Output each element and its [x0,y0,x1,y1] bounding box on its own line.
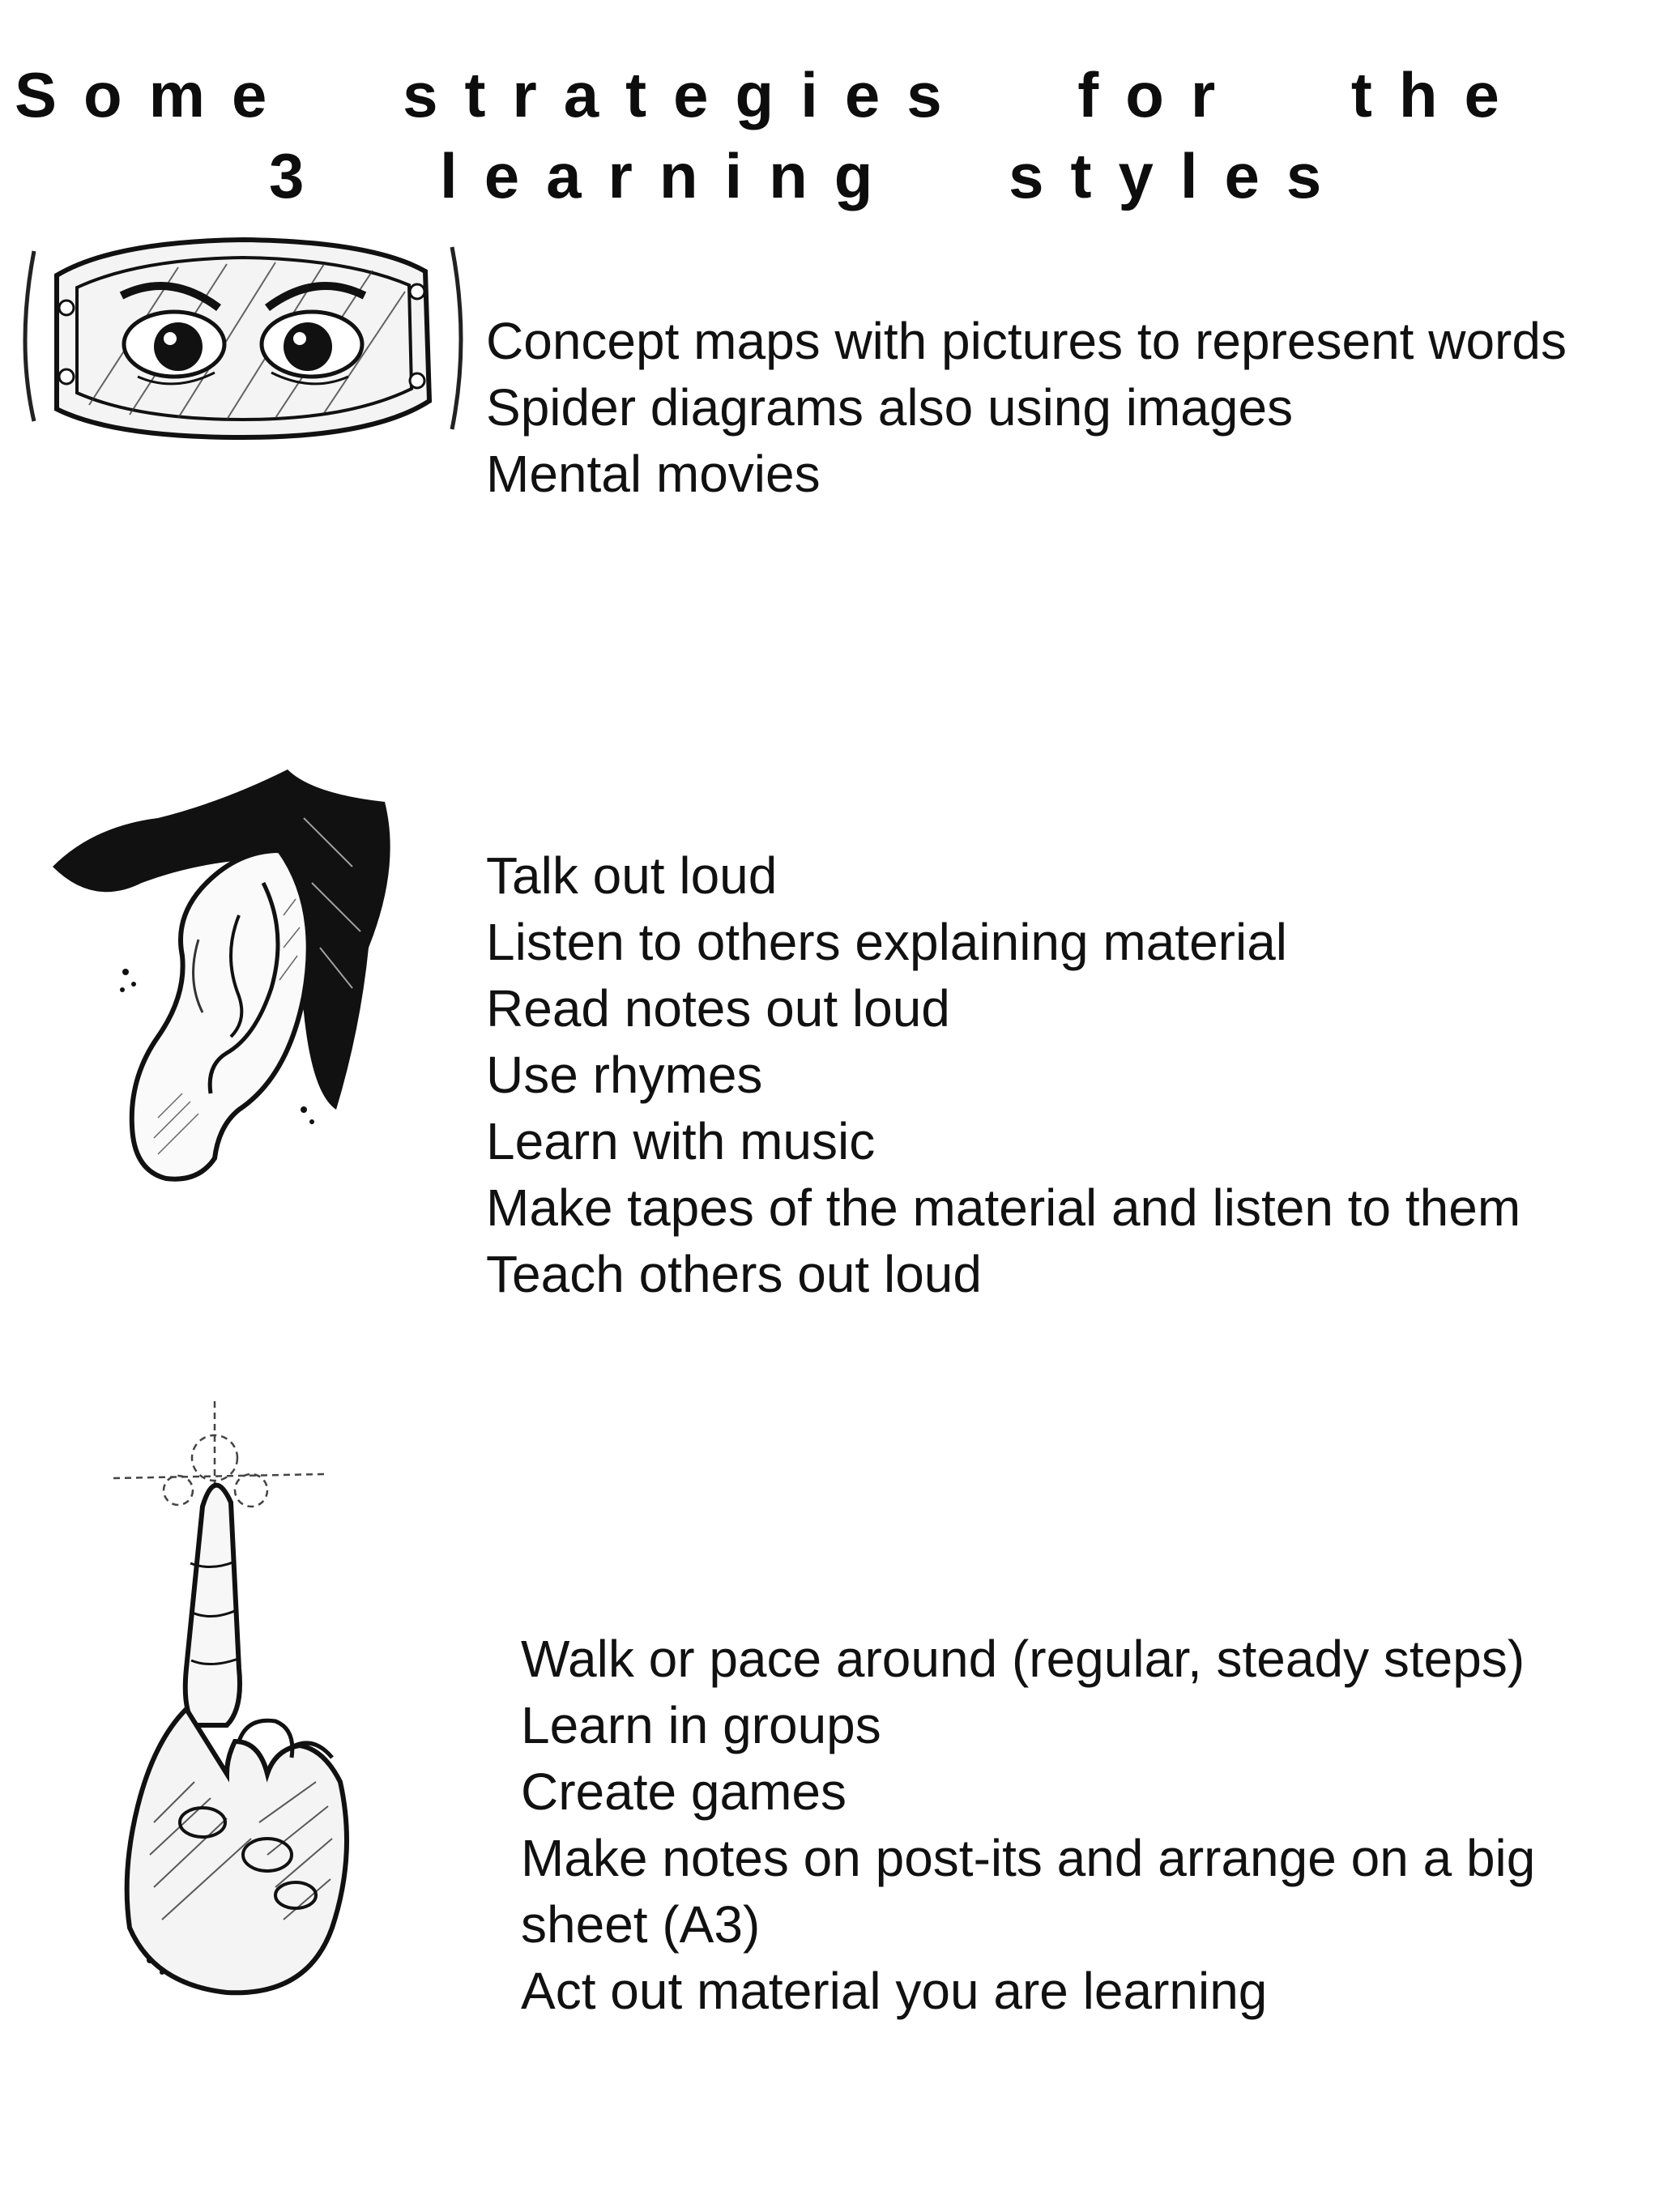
eyes-in-frame-icon [16,235,470,454]
list-item: Create games [521,1762,847,1821]
list-item: Walk or pace around (regular, steady steps) [521,1630,1525,1688]
page-title-line-1: Some strategies for the [15,59,1526,130]
list-item: Make notes on post-its and arrange on a big sheet (A3) [521,1829,1536,1954]
list-item: Read notes out loud [486,979,950,1038]
list-item: Talk out loud [486,846,778,905]
list-item: Use rhymes [486,1046,763,1104]
ear-icon [45,769,409,1191]
list-item: Mental movies [486,445,821,503]
list-item: Learn with music [486,1112,876,1170]
list-item: Listen to others explaining material [486,913,1287,971]
list-item: Make tapes of the material and listen to them [486,1178,1521,1237]
page-title-line-2: 3 learning styles [269,140,1349,211]
list-item: Teach others out loud [486,1245,982,1303]
pointing-finger-hand-icon [105,1401,397,2017]
list-item: Learn in groups [521,1696,881,1754]
visual-strategy-list [486,308,1567,507]
auditory-strategy-list [486,842,1520,1307]
kinesthetic-strategy-list [521,1626,1574,2024]
list-item: Act out material you are learning [521,1962,1268,2020]
list-item: Concept maps with pictures to represent words [486,312,1567,370]
list-item: Spider diagrams also using images [486,378,1294,437]
